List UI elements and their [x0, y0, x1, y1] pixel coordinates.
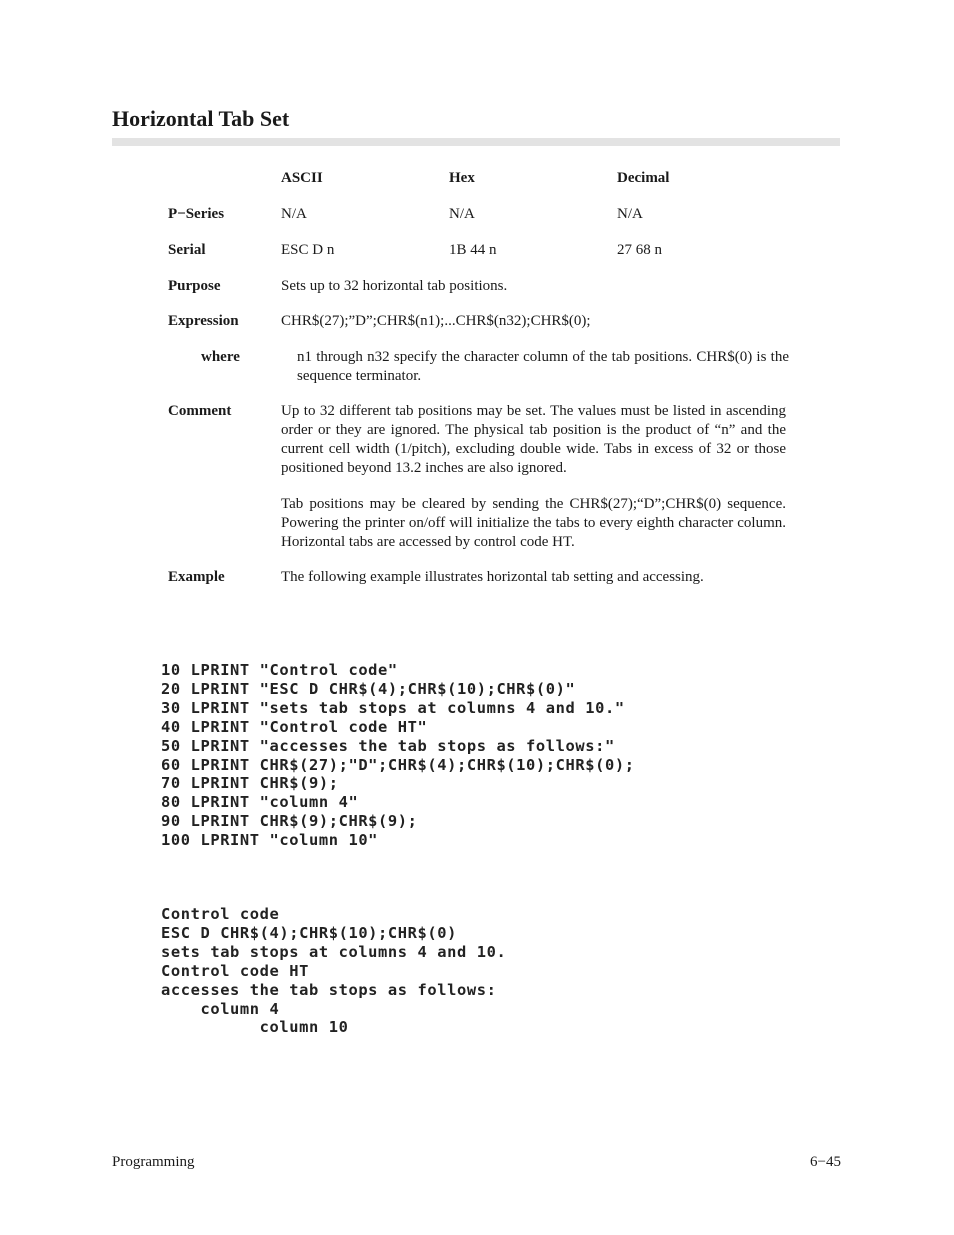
basic-program-listing: 10 LPRINT "Control code" 20 LPRINT "ESC D CHR$(4);CHR$(10);CHR$(0)" 30 LPRINT "sets tab stops at columns 4 and 10." 40 LPRINT "Control code HT" 50 LPRINT "accesses the tab stops as follows:" 60 LPRINT CHR$(27);"D";CHR$(4);CHR$(10);CHR$(0); 70 LPRINT CHR$(9); 80 LPRINT "column 4" 90 LPRINT CHR$(9);CHR$(9); 100 LPRINT "column 10" — [161, 661, 635, 850]
purpose-text: Sets up to 32 horizontal tab positions. — [281, 278, 508, 294]
row-label-serial: Serial — [168, 242, 206, 258]
row-label-pseries: P−Series — [168, 206, 225, 222]
footer-page-number: 6−45 — [810, 1154, 841, 1170]
footer-section-name: Programming — [112, 1154, 195, 1170]
serial-ascii: ESC D n — [281, 242, 335, 258]
header-hex: Hex — [449, 170, 475, 186]
serial-hex: 1B 44 n — [449, 242, 497, 258]
pseries-hex: N/A — [449, 206, 475, 222]
page-title: Horizontal Tab Set — [112, 106, 290, 131]
printer-output-listing: Control code ESC D CHR$(4);CHR$(10);CHR$(0) sets tab stops at columns 4 and 10. Control code HT accesses the tab stops as follows: column 4 column 10 — [161, 905, 507, 1037]
comment-paragraph-1: Up to 32 different tab positions may be set. The values must be listed in ascending order or they are ignored. The physical tab position is the product of “n” and the current cell width (1/pitch), excluding double wide. Tabs in excess of 32 or those positioned beyond 13.2 inches are also ignored. — [281, 403, 786, 476]
where-text: n1 through n32 specify the character column of the tab positions. CHR$(0) is the sequence terminator. — [297, 349, 789, 384]
where-label: where — [201, 349, 240, 365]
expression-label: Expression — [168, 313, 239, 329]
purpose-label: Purpose — [168, 278, 221, 294]
header-ascii: ASCII — [281, 170, 323, 186]
serial-decimal: 27 68 n — [617, 242, 662, 258]
title-rule — [112, 138, 840, 146]
example-text: The following example illustrates horizontal tab setting and accessing. — [281, 569, 704, 585]
expression-text: CHR$(27);”D”;CHR$(n1);...CHR$(n32);CHR$(0); — [281, 313, 591, 329]
pseries-ascii: N/A — [281, 206, 307, 222]
comment-paragraph-2: Tab positions may be cleared by sending the CHR$(27);“D”;CHR$(0) sequence. Powering the printer on/off will initialize the tabs to every eighth character column. Horizontal tabs are accessed by control code HT. — [281, 496, 786, 550]
example-label: Example — [168, 569, 225, 585]
header-decimal: Decimal — [617, 170, 670, 186]
comment-label: Comment — [168, 403, 232, 419]
pseries-decimal: N/A — [617, 206, 643, 222]
